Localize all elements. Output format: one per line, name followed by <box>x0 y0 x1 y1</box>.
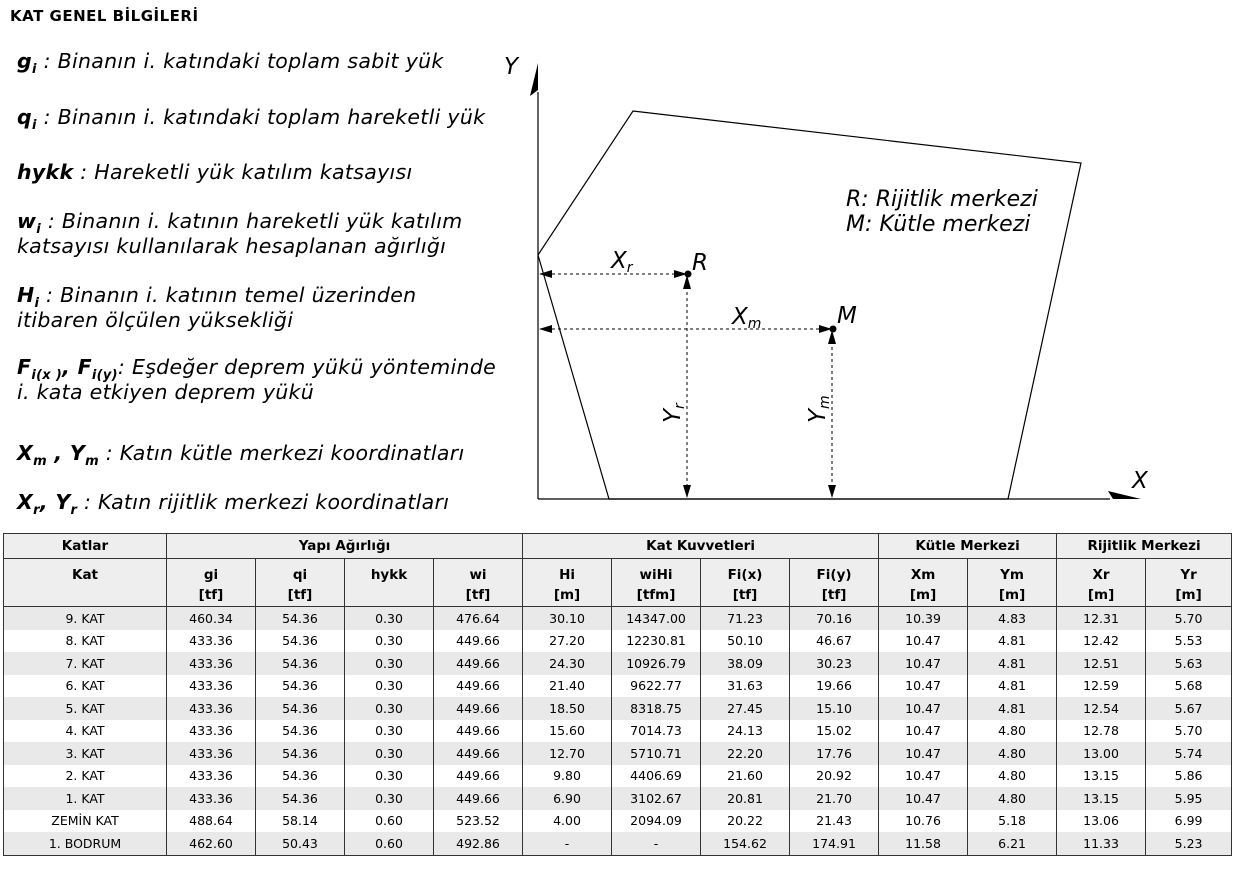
table-cell: 5.70 <box>1146 720 1232 743</box>
table-cell: 21.60 <box>701 765 790 788</box>
table-cell: 17.76 <box>790 742 879 765</box>
definition-xm-ym: $X_m$ , $Y_m$ : Katın kütle merkezi koordinatları <box>17 441 465 469</box>
table-cell: 10.47 <box>879 652 968 675</box>
table-cell: 4.81 <box>968 630 1057 653</box>
table-cell: 21.43 <box>790 810 879 833</box>
table-cell: 476.64 <box>434 607 523 630</box>
table-cell: 9622.77 <box>612 675 701 698</box>
point-m-marker <box>830 326 837 333</box>
table-cell: 0.30 <box>345 765 434 788</box>
table-cell: 54.36 <box>256 652 345 675</box>
table-cell: 54.36 <box>256 765 345 788</box>
table-cell: 21.70 <box>790 787 879 810</box>
table-cell: 15.10 <box>790 697 879 720</box>
table-cell: 4.83 <box>968 607 1057 630</box>
table-cell: 15.60 <box>523 720 612 743</box>
table-cell: 18.50 <box>523 697 612 720</box>
table-cell: 22.20 <box>701 742 790 765</box>
table-cell: 20.92 <box>790 765 879 788</box>
table-cell: 27.45 <box>701 697 790 720</box>
row-floor-name: 7. KAT <box>4 652 167 675</box>
table-cell: 31.63 <box>701 675 790 698</box>
table-cell: 488.64 <box>167 810 256 833</box>
table-cell: 54.36 <box>256 607 345 630</box>
table-cell: 20.81 <box>701 787 790 810</box>
xr-arrow-left <box>539 270 552 278</box>
table-row <box>4 742 1232 765</box>
table-cell: 154.62 <box>701 832 790 855</box>
table-cell: 0.30 <box>345 630 434 653</box>
table-row <box>4 652 1232 675</box>
col-unit: [tf] <box>167 583 256 607</box>
table-cell: 15.02 <box>790 720 879 743</box>
table-cell: 4.00 <box>523 810 612 833</box>
table-cell: 13.06 <box>1057 810 1146 833</box>
table-cell: 6.99 <box>1146 810 1232 833</box>
table-cell: 5.95 <box>1146 787 1232 810</box>
table-cell: 4.80 <box>968 742 1057 765</box>
table-cell: 10.47 <box>879 720 968 743</box>
table-cell: 5.70 <box>1146 607 1232 630</box>
definition-hykk: hykk : Hareketli yük katılım katsayısı <box>17 160 413 184</box>
table-cell: 12.78 <box>1057 720 1146 743</box>
table-cell: 449.66 <box>434 742 523 765</box>
axis-x-label: X <box>1132 468 1148 494</box>
table-cell: 5.86 <box>1146 765 1232 788</box>
table-row <box>4 787 1232 810</box>
table-cell: 19.66 <box>790 675 879 698</box>
table-cell: 13.00 <box>1057 742 1146 765</box>
table-cell: 4.80 <box>968 720 1057 743</box>
page-title: KAT GENEL BİLGİLERİ <box>10 7 199 25</box>
definition-qi: $q_i$ : Binanın i. katındaki toplam hareketli yük <box>17 105 486 133</box>
row-floor-name: 5. KAT <box>4 697 167 720</box>
table-row <box>4 630 1232 653</box>
table-cell: 0.30 <box>345 787 434 810</box>
point-m-label: M <box>837 303 857 329</box>
table-cell: 449.66 <box>434 652 523 675</box>
table-cell: 11.58 <box>879 832 968 855</box>
point-r-marker <box>685 271 692 278</box>
col-header: Fi(x) <box>701 559 790 584</box>
table-cell: 58.14 <box>256 810 345 833</box>
table-cell: 4.81 <box>968 675 1057 698</box>
table-cell: 6.90 <box>523 787 612 810</box>
table-cell: - <box>612 832 701 855</box>
ym-label: Ym <box>805 395 833 423</box>
table-cell: 20.22 <box>701 810 790 833</box>
table-cell: 21.40 <box>523 675 612 698</box>
table-cell: 433.36 <box>167 742 256 765</box>
table-cell: 54.36 <box>256 630 345 653</box>
table-cell: 5.18 <box>968 810 1057 833</box>
table-cell: 13.15 <box>1057 787 1146 810</box>
table-cell: 449.66 <box>434 675 523 698</box>
table-cell: 50.43 <box>256 832 345 855</box>
col-unit: [tfm] <box>612 583 701 607</box>
table-cell: 10.47 <box>879 675 968 698</box>
table-cell: 11.33 <box>1057 832 1146 855</box>
table-cell: - <box>523 832 612 855</box>
row-floor-name: ZEMİN KAT <box>4 810 167 833</box>
table-row <box>4 720 1232 743</box>
xm-arrow-left <box>539 325 552 333</box>
definition-gi: $g_i$ : Binanın i. katındaki toplam sabit yük <box>17 49 444 77</box>
table-cell: 71.23 <box>701 607 790 630</box>
yr-arrow-bottom <box>683 485 691 498</box>
col-header: Xr <box>1057 559 1146 584</box>
table-cell: 462.60 <box>167 832 256 855</box>
table-cell: 12.51 <box>1057 652 1146 675</box>
table-body <box>4 607 1232 856</box>
table-cell: 449.66 <box>434 697 523 720</box>
legend-m: M: Kütle merkezi <box>846 212 1031 237</box>
col-unit <box>345 583 434 607</box>
table-cell: 4.80 <box>968 787 1057 810</box>
table-cell: 54.36 <box>256 675 345 698</box>
col-header: Hi <box>523 559 612 584</box>
table-cell: 5.63 <box>1146 652 1232 675</box>
col-header: Kat <box>4 559 167 584</box>
group-kat-kuvvetleri: Kat Kuvvetleri <box>523 534 879 559</box>
xm-label: Xm <box>732 304 762 332</box>
col-unit <box>4 583 167 607</box>
definition-wi: $w_i$ : Binanın i. katının hareketli yük katılım katsayısı kullanılarak hesaplanan ağırlığı <box>17 209 463 258</box>
col-header: Fi(y) <box>790 559 879 584</box>
row-floor-name: 6. KAT <box>4 675 167 698</box>
table-cell: 0.30 <box>345 742 434 765</box>
table-row <box>4 810 1232 833</box>
row-floor-name: 2. KAT <box>4 765 167 788</box>
col-header: wiHi <box>612 559 701 584</box>
table-cell: 0.60 <box>345 810 434 833</box>
legend-r: R: Rijitlik merkezi <box>846 187 1038 212</box>
row-floor-name: 4. KAT <box>4 720 167 743</box>
table-cell: 492.86 <box>434 832 523 855</box>
table-cell: 12230.81 <box>612 630 701 653</box>
table-cell: 0.30 <box>345 607 434 630</box>
table-cell: 12.42 <box>1057 630 1146 653</box>
table-cell: 8318.75 <box>612 697 701 720</box>
group-kutle-merkezi: Kütle Merkezi <box>879 534 1057 559</box>
table-cell: 433.36 <box>167 787 256 810</box>
table-cell: 433.36 <box>167 630 256 653</box>
table-cell: 433.36 <box>167 720 256 743</box>
table-cell: 449.66 <box>434 720 523 743</box>
table-cell: 0.60 <box>345 832 434 855</box>
floor-info-table <box>3 533 1232 856</box>
yr-label: Yr <box>660 403 688 423</box>
table-cell: 449.66 <box>434 630 523 653</box>
col-unit: [m] <box>1146 583 1232 607</box>
table-cell: 174.91 <box>790 832 879 855</box>
table-cell: 14347.00 <box>612 607 701 630</box>
table-row <box>4 675 1232 698</box>
table-cell: 7014.73 <box>612 720 701 743</box>
table-cell: 0.30 <box>345 720 434 743</box>
table-cell: 10.47 <box>879 742 968 765</box>
col-unit: [tf] <box>701 583 790 607</box>
definition-xr-yr: $X_r$, $Y_r$ : Katın rijitlik merkezi koordinatları <box>17 490 450 518</box>
table-cell: 12.70 <box>523 742 612 765</box>
table-cell: 4.81 <box>968 697 1057 720</box>
table-cell: 10926.79 <box>612 652 701 675</box>
row-floor-name: 3. KAT <box>4 742 167 765</box>
table-cell: 5.74 <box>1146 742 1232 765</box>
col-unit: [tf] <box>256 583 345 607</box>
col-unit: [m] <box>879 583 968 607</box>
table-cell: 449.66 <box>434 787 523 810</box>
table-cell: 433.36 <box>167 675 256 698</box>
table-cell: 433.36 <box>167 697 256 720</box>
table-cell: 523.52 <box>434 810 523 833</box>
definition-fi: $F_{i(x )}$, $F_{i(y)}$: Eşdeğer deprem yükü yönteminde i. kata etkiyen deprem yükü <box>17 355 497 404</box>
table-cell: 46.67 <box>790 630 879 653</box>
row-floor-name: 9. KAT <box>4 607 167 630</box>
table-cell: 2094.09 <box>612 810 701 833</box>
col-header: Yr <box>1146 559 1232 584</box>
table-cell: 5.68 <box>1146 675 1232 698</box>
table-cell: 30.23 <box>790 652 879 675</box>
row-floor-name: 1. BODRUM <box>4 832 167 855</box>
table-cell: 5.23 <box>1146 832 1232 855</box>
table-cell: 12.54 <box>1057 697 1146 720</box>
point-r-label: R <box>692 250 708 276</box>
table-row <box>4 832 1232 855</box>
table-cell: 4406.69 <box>612 765 701 788</box>
table-cell: 10.47 <box>879 787 968 810</box>
table-cell: 9.80 <box>523 765 612 788</box>
table-cell: 5710.71 <box>612 742 701 765</box>
col-unit: [tf] <box>790 583 879 607</box>
table-cell: 12.59 <box>1057 675 1146 698</box>
table-cell: 449.66 <box>434 765 523 788</box>
group-katlar: Katlar <box>4 534 167 559</box>
floor-outline <box>538 111 1081 499</box>
table-cell: 10.39 <box>879 607 968 630</box>
table-cell: 0.30 <box>345 697 434 720</box>
col-unit: [tf] <box>434 583 523 607</box>
col-header: qi <box>256 559 345 584</box>
table-cell: 54.36 <box>256 697 345 720</box>
table-cell: 70.16 <box>790 607 879 630</box>
table-row <box>4 697 1232 720</box>
table-row <box>4 607 1232 630</box>
table-cell: 10.76 <box>879 810 968 833</box>
table-cell: 54.36 <box>256 787 345 810</box>
ym-arrow-bottom <box>828 485 836 498</box>
table-cell: 5.53 <box>1146 630 1232 653</box>
table-row <box>4 765 1232 788</box>
xr-label: Xr <box>611 248 633 276</box>
table-cell: 10.47 <box>879 630 968 653</box>
table-cell: 0.30 <box>345 652 434 675</box>
group-yapi-agirligi: Yapı Ağırlığı <box>167 534 523 559</box>
table-cell: 6.21 <box>968 832 1057 855</box>
axis-y-label: Y <box>504 54 519 80</box>
col-header: wi <box>434 559 523 584</box>
table-cell: 460.34 <box>167 607 256 630</box>
table-cell: 4.80 <box>968 765 1057 788</box>
definition-hi: $H_i$ : Binanın i. katının temel üzerinden itibaren ölçülen yüksekliği <box>17 283 417 332</box>
table-cell: 433.36 <box>167 765 256 788</box>
table-cell: 50.10 <box>701 630 790 653</box>
col-unit: [m] <box>523 583 612 607</box>
table-cell: 4.81 <box>968 652 1057 675</box>
row-floor-name: 8. KAT <box>4 630 167 653</box>
table-cell: 30.10 <box>523 607 612 630</box>
table-cell: 54.36 <box>256 720 345 743</box>
table-cell: 0.30 <box>345 675 434 698</box>
col-unit: [m] <box>1057 583 1146 607</box>
table-cell: 10.47 <box>879 765 968 788</box>
table-cell: 433.36 <box>167 652 256 675</box>
col-header: hykk <box>345 559 434 584</box>
table-cell: 5.67 <box>1146 697 1232 720</box>
table-cell: 12.31 <box>1057 607 1146 630</box>
y-axis-arrow <box>530 63 538 96</box>
col-header: Xm <box>879 559 968 584</box>
group-rijitlik-merkezi: Rijitlik Merkezi <box>1057 534 1232 559</box>
table-cell: 24.13 <box>701 720 790 743</box>
col-header: gi <box>167 559 256 584</box>
col-unit: [m] <box>968 583 1057 607</box>
row-floor-name: 1. KAT <box>4 787 167 810</box>
table-cell: 13.15 <box>1057 765 1146 788</box>
table-cell: 27.20 <box>523 630 612 653</box>
table-cell: 38.09 <box>701 652 790 675</box>
table-cell: 3102.67 <box>612 787 701 810</box>
col-header: Ym <box>968 559 1057 584</box>
table-cell: 54.36 <box>256 742 345 765</box>
table-cell: 10.47 <box>879 697 968 720</box>
table-cell: 24.30 <box>523 652 612 675</box>
